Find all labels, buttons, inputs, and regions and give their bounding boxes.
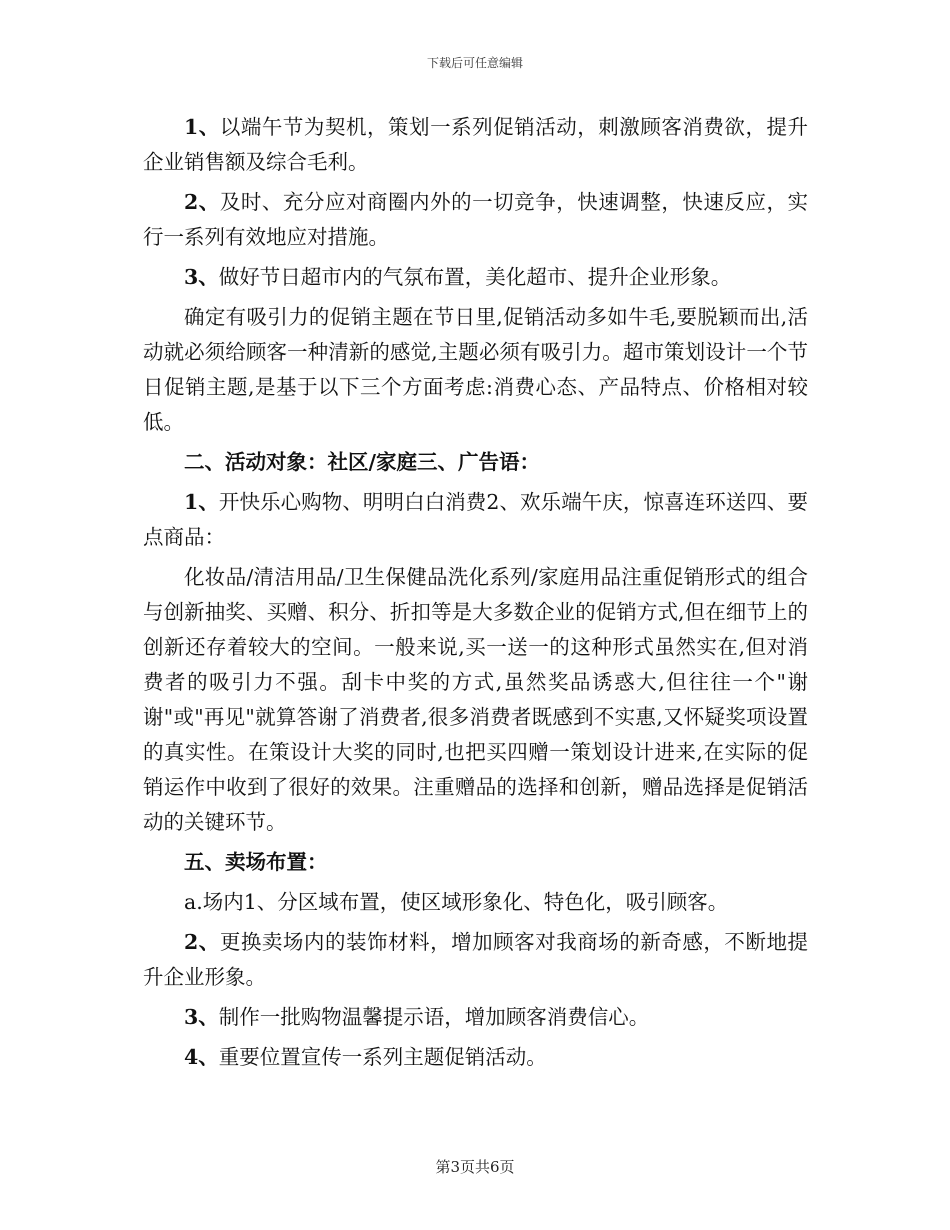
paragraph-text: 重要位置宣传一系列主题促销活动。	[218, 1045, 547, 1069]
paragraph-text: 确定有吸引力的促销主题在节日里,促销活动多如牛毛,要脱颖而出,活动就必须给顾客一种清新的感觉,主题必须有吸引力。超市策划设计一个节日促销主题,是基于以下三个方面考虑:消费心态、产品特点、价格相对较低。	[143, 305, 808, 434]
paragraph-layout-a	[143, 885, 808, 920]
paragraph-layout-4	[143, 1040, 808, 1075]
paragraph-layout-3	[143, 1000, 808, 1035]
section-heading-target: 二、活动对象：社区/家庭三、广告语：	[184, 450, 540, 474]
paragraph-text: 化妆品/清洁用品/卫生保健品洗化系列/家庭用品注重促销形式的组合与创新抽奖、买赠、积分、折扣等是大多数企业的促销方式,但在细节上的创新还存着较大的空间。一般来说,买一送一的这种形式虽然实在,但对消费者的吸引力不强。刮卡中奖的方式,虽然奖品诱惑大,但往往一个"谢谢"或"再见"就算答谢了消费者,很多消费者既感到不实惠,又怀疑奖项设置的真实性。在策设计大奖的同时,也把买四赠一策划设计进来,在实际的促销运作中收到了很好的效果。注重赠品的选择和创新，赠品选择是促销活动的关键环节。	[143, 565, 808, 834]
document-body	[143, 110, 808, 1080]
paragraph-slogan	[143, 485, 808, 555]
page-footer: 第3页共6页	[435, 1158, 515, 1176]
page-header: 下载后可任意编辑	[426, 56, 523, 70]
item-number: 2、	[184, 190, 220, 214]
paragraph-text: 更换卖场内的装饰材料，增加顾客对我商场的新奇感，不断地提升企业形象。	[143, 930, 809, 989]
paragraph-text: 制作一批购物温馨提示语，增加顾客消费信心。	[218, 1005, 650, 1029]
item-number: 3、	[184, 1005, 219, 1029]
paragraph-text: 及时、充分应对商圈内外的一切竞争，快速调整，快速反应，实行一系列有效地应对措施。	[143, 190, 809, 249]
section-heading-layout: 五、卖场布置：	[184, 850, 328, 874]
paragraph-text: 开快乐心购物、明明白白消费2、欢乐端午庆，惊喜连环送四、要点商品：	[143, 490, 809, 549]
paragraph-text: 做好节日超市内的气氛布置，美化超市、提升企业形象。	[218, 265, 732, 289]
paragraph-goal-2	[143, 185, 808, 255]
item-number: 3、	[184, 265, 219, 289]
item-number: 2、	[184, 930, 220, 954]
paragraph-goal-3	[143, 260, 808, 295]
paragraph-text: a.场内1、分区域布置，使区域形象化、特色化，吸引顾客。	[184, 890, 729, 914]
paragraph-layout-2	[143, 925, 808, 995]
paragraph-text: 以端午节为契机，策划一系列促销活动，刺激顾客消费欲，提升企业销售额及综合毛利。	[143, 115, 809, 174]
paragraph-theme	[143, 300, 808, 440]
paragraph-goal-1	[143, 110, 808, 180]
paragraph-products	[143, 560, 808, 840]
item-number: 1、	[184, 115, 220, 139]
item-number: 4、	[184, 1045, 219, 1069]
item-number: 1、	[184, 490, 219, 514]
